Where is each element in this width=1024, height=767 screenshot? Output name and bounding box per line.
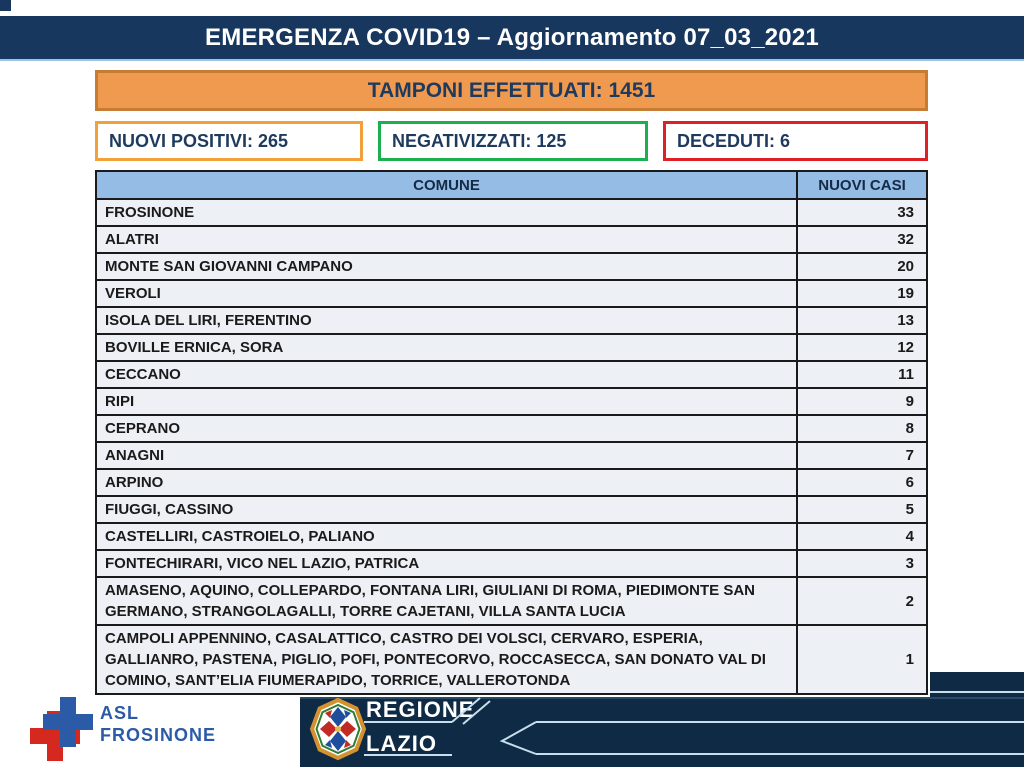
column-header-comune: COMUNE xyxy=(96,171,797,199)
negativizzati-label: NEGATIVIZZATI: 125 xyxy=(392,130,567,151)
table-row xyxy=(96,415,927,442)
comune-cell: RIPI xyxy=(96,388,797,415)
table-row xyxy=(96,199,927,226)
comune-cell: VEROLI xyxy=(96,280,797,307)
corner-decoration xyxy=(0,0,11,11)
asl-text-line1: ASL xyxy=(100,703,139,723)
tamponi-banner xyxy=(95,70,928,111)
asl-frosinone-logo xyxy=(25,694,295,766)
comune-cell: AMASENO, AQUINO, COLLEPARDO, FONTANA LIRI, GIULIANI DI ROMA, PIEDIMONTE SAN GERMANO, STRANGOLAGALLI, TORRE CAJETANI, VILLA SANTA LUCIA xyxy=(96,577,797,625)
page-title: EMERGENZA COVID19 – Aggiornamento 07_03_2021 xyxy=(205,23,819,51)
comune-cell: ARPINO xyxy=(96,469,797,496)
casi-cell: 4 xyxy=(797,523,927,550)
table-header-row xyxy=(96,171,927,199)
casi-cell: 20 xyxy=(797,253,927,280)
cases-table xyxy=(95,170,928,695)
casi-cell: 32 xyxy=(797,226,927,253)
stat-box-nuovi-positivi xyxy=(95,121,363,161)
tamponi-banner-label: TAMPONI EFFETTUATI: 1451 xyxy=(367,78,656,102)
asl-logo-text xyxy=(100,702,216,746)
comune-cell: ISOLA DEL LIRI, FERENTINO xyxy=(96,307,797,334)
comune-cell: CASTELLIRI, CASTROIELO, PALIANO xyxy=(96,523,797,550)
comune-cell: FIUGGI, CASSINO xyxy=(96,496,797,523)
table-row xyxy=(96,577,927,625)
comune-cell: ALATRI xyxy=(96,226,797,253)
casi-cell: 19 xyxy=(797,280,927,307)
casi-cell: 11 xyxy=(797,361,927,388)
casi-cell: 1 xyxy=(797,625,927,694)
casi-cell: 5 xyxy=(797,496,927,523)
casi-cell: 8 xyxy=(797,415,927,442)
lazio-wordmark: LAZIO xyxy=(366,731,437,756)
regione-lazio-footer xyxy=(300,665,1024,767)
comune-cell: FROSINONE xyxy=(96,199,797,226)
column-header-nuovi-casi: NUOVI CASI xyxy=(797,171,927,199)
comune-cell: CAMPOLI APPENNINO, CASALATTICO, CASTRO DEI VOLSCI, CERVARO, ESPERIA, GALLIANRO, PASTENA, PIGLIO, POFI, PONTECORVO, ROCCASECCA, SAN DONATO VAL DI COMINO, SANT’ELIA FIUMERAPIDO, TORRICE, VALLEROTONDA xyxy=(96,625,797,694)
comune-cell: BOVILLE ERNICA, SORA xyxy=(96,334,797,361)
table-row xyxy=(96,334,927,361)
stat-box-deceduti xyxy=(663,121,928,161)
table-row xyxy=(96,550,927,577)
regione-wordmark: REGIONE xyxy=(366,697,475,722)
comune-cell: CEPRANO xyxy=(96,415,797,442)
table-row xyxy=(96,388,927,415)
casi-cell: 6 xyxy=(797,469,927,496)
casi-cell: 9 xyxy=(797,388,927,415)
comune-cell: MONTE SAN GIOVANNI CAMPANO xyxy=(96,253,797,280)
title-bar xyxy=(0,16,1024,61)
nuovi-positivi-label: NUOVI POSITIVI: 265 xyxy=(109,130,289,151)
table-row xyxy=(96,280,927,307)
casi-cell: 3 xyxy=(797,550,927,577)
comune-cell: FONTECHIRARI, VICO NEL LAZIO, PATRICA xyxy=(96,550,797,577)
regione-lazio-crest-icon xyxy=(312,700,364,758)
table-row xyxy=(96,307,927,334)
asl-blue-cross-bar xyxy=(60,697,76,747)
table-row xyxy=(96,226,927,253)
casi-cell: 12 xyxy=(797,334,927,361)
casi-cell: 33 xyxy=(797,199,927,226)
casi-cell: 7 xyxy=(797,442,927,469)
table-row xyxy=(96,523,927,550)
table-row xyxy=(96,496,927,523)
stat-box-negativizzati xyxy=(378,121,648,161)
table-row xyxy=(96,253,927,280)
casi-cell: 13 xyxy=(797,307,927,334)
table-row xyxy=(96,469,927,496)
comune-cell: ANAGNI xyxy=(96,442,797,469)
table-row xyxy=(96,361,927,388)
asl-text-line2: FROSINONE xyxy=(100,725,217,745)
table-row xyxy=(96,442,927,469)
casi-cell: 2 xyxy=(797,577,927,625)
deceduti-label: DECEDUTI: 6 xyxy=(677,130,791,151)
comune-cell: CECCANO xyxy=(96,361,797,388)
